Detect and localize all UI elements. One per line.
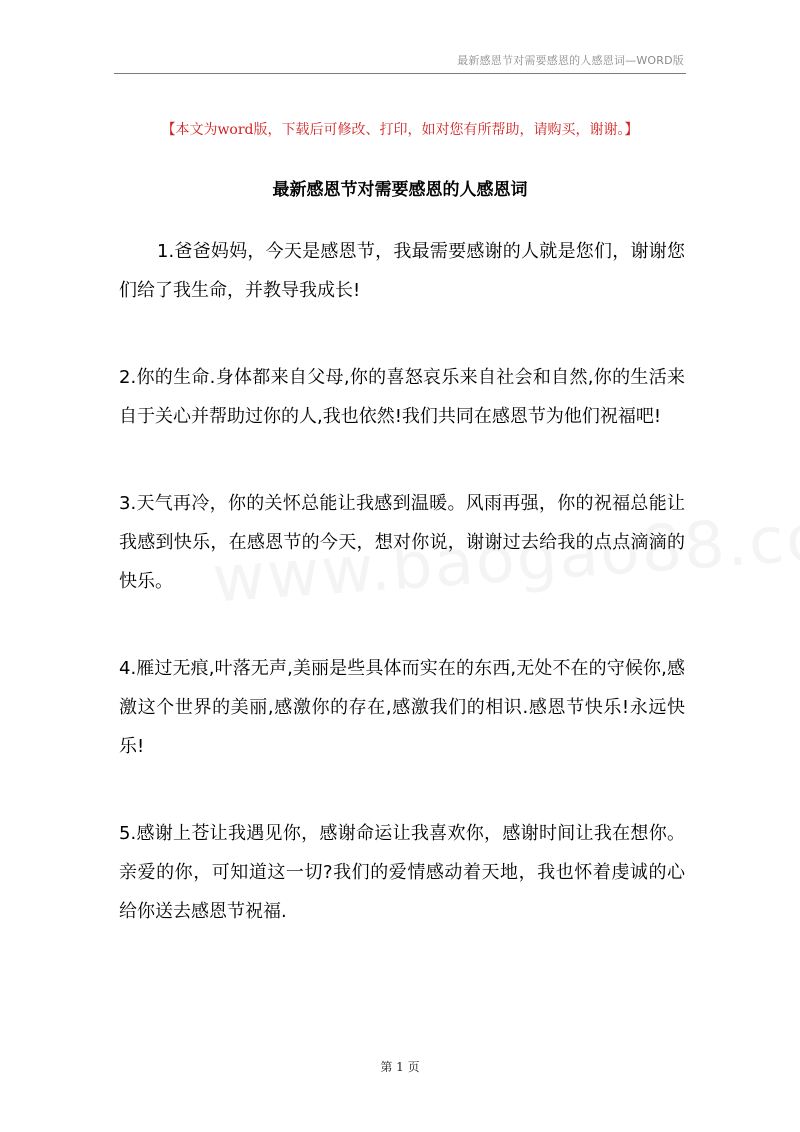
paragraph-4: 4.雁过无痕,叶落无声,美丽是些具体而实在的东西,无处不在的守候你,感激这个世界的美丽,感激你的存在,感激我们的相识.感恩节快乐!永远快乐! [119,658,685,757]
document-body [119,232,685,979]
paragraph-1: 1.爸爸妈妈，今天是感恩节，我最需要感谢的人就是您们，谢谢您们给了我生命，并教导我成长! [119,241,685,301]
document-title: 最新感恩节对需要感恩的人感恩词 [272,180,528,200]
paragraph-5: 5.感谢上苍让我遇见你，感谢命运让我喜欢你，感谢时间让我在想你。亲爱的你，可知道这一切?我们的爱情感动着天地，我也怀着虔诚的心给你送去感恩节祝福. [119,823,685,922]
page-number: 第 1 页 [380,1060,420,1074]
paragraph-2: 2.你的生命.身体都来自父母,你的喜怒哀乐来自社会和自然,你的生活来自于关心并帮助过你的人,我也依然!我们共同在感恩节为他们祝福吧! [119,367,685,427]
running-header: 最新感恩节对需要感恩的人感恩词—WORD版 [457,54,684,67]
paragraph-3: 3.天气再冷，你的关怀总能让我感到温暖。风雨再强，你的祝福总能让我感到快乐，在感恩节的今天，想对你说，谢谢过去给我的点点滴滴的快乐。 [119,493,685,592]
header-rule [114,73,686,74]
download-notice: 【本文为word版，下载后可修改、打印，如对您有所帮助，请购买，谢谢。】 [161,122,639,138]
